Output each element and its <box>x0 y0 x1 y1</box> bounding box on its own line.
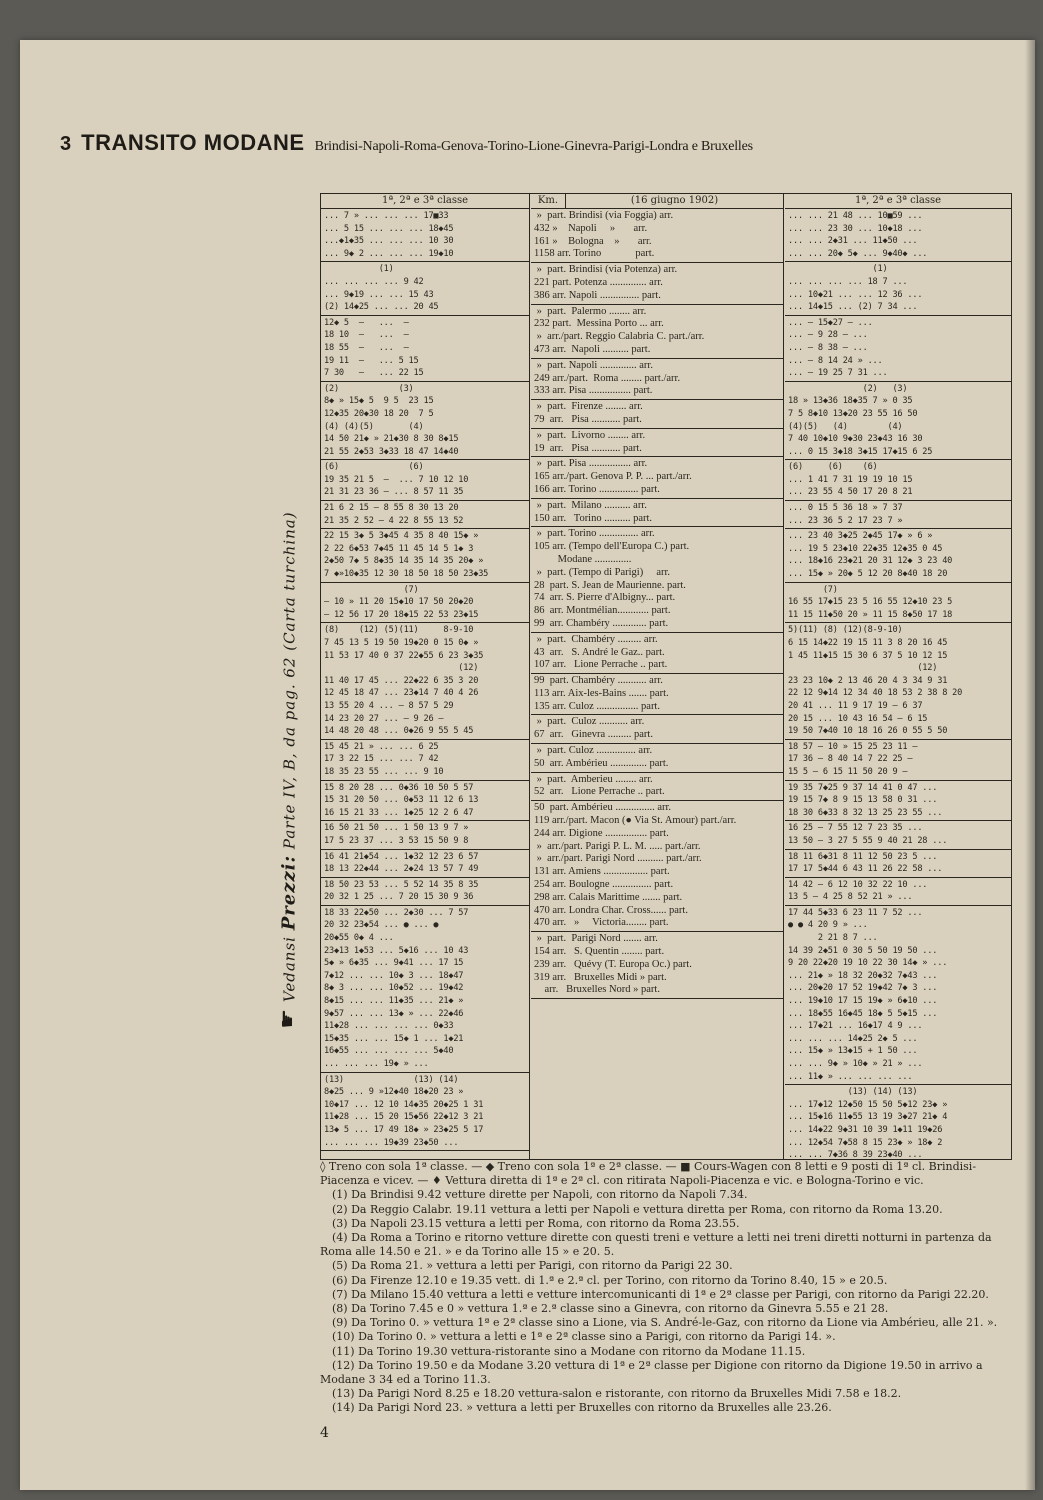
right-time-block: (13) (14) (13) ... 17◆12 12◆50 15 50 5◆12 23◆ » ... 15◆16 11◆55 13 19 3◆27 21◆ 4 ... 14◆22 9◆31 10 39 1◆11 19◆26 ... 12◆54 7◆58 8 15 23◆ » 18◆ 2 ... ... 7◆36 8 39 23◆40 ... <box>785 1085 1011 1159</box>
timetable <box>320 193 1012 1160</box>
station-block: » part. Brindisi (via Potenza) arr. 221 part. Potenza .............. arr. 386 arr. Napoli ............... part. <box>531 263 783 304</box>
left-time-block: (8) (12) (5)(11) 8-9-10 7 45 13 5 19 50 19◆20 0 15 0◆ » 11 53 17 40 0 37 22◆55 6 23 3◆35 (12) 11 40 17 45 ... 22◆22 6 35 3 20 12 45 18 47 ... 23◆14 7 40 4 26 13 55 20 4 ... — 8 57 5 29 14 23 20 27 ... — 9 26 — 14 48 20 48 ... 0◆26 9 55 5 45 <box>321 623 529 739</box>
station-block: » part. Brindisi (via Foggia) arr. 432 » Napoli » arr. 161 » Bologna » arr. 1158 arr. Torino part. <box>531 209 783 263</box>
left-time-block: ... 7 » ... ... ... 17■33 ... 5 15 ... ... ... 18◆45 ...◆1◆35 ... ... ... 10 30 ... 9◆ 2 ... ... ... 19◆10 <box>321 209 529 262</box>
station-block: » part. Livorno ........ arr. 19 arr. Pisa ........... part. <box>531 429 783 458</box>
date-header: (16 giugno 1902) <box>630 195 719 206</box>
station-block: » part. Amberieu ........ arr. 52 arr. Lione Perrache .. part. <box>531 773 783 802</box>
footnote: (5) Da Roma 21. » vettura a letti per Parigi, con ritorno da Parigi 22 30. <box>332 1259 733 1273</box>
footer-page-number: 4 <box>320 1425 329 1441</box>
station-block: » part. Milano .......... arr. 150 arr. Torino .......... part. <box>531 499 783 528</box>
right-time-block: ... — 15◆27 — ... ... — 9 28 — ... ... — 8 38 — ... ... — 8 14 24 » ... ... — 19 25 7 31 ... <box>785 316 1011 382</box>
right-time-block: 14 42 — 6 12 10 32 22 10 ... 13 5 — 4 25 8 52 21 » ... <box>785 878 1011 906</box>
footnote: (4) Da Roma a Torino e ritorno vetture dirette con questi treni e vetture a letti nei treni diretti notturni in partenza da Roma alle 14.50 e 21. » e da Torino alle 15 » e 20. 5. <box>320 1231 992 1259</box>
price-reference-sidebar <box>268 380 308 1160</box>
km-header: Km. <box>531 194 566 208</box>
right-time-block: (2) (3) 18 » 13◆36 18◆35 7 » 0 35 7 5 8◆10 13◆20 23 55 16 50 (4)(5) (4) (4) 7 40 10◆10 9◆30 23◆43 16 30 ... 0 15 3◆18 3◆15 17◆15 6 25 <box>785 382 1011 461</box>
page-header <box>60 130 1020 158</box>
footnote: (9) Da Torino 0. » vettura 1ª e 2ª classe sino a Lione, via S. André-le-Gaz, con ritorno da Lione via Ambérieu, alle 21. ». <box>332 1316 998 1330</box>
timetable-right-column <box>785 194 1011 1159</box>
station-block: » part. Culoz ........... arr. 67 arr. Ginevra ......... part. <box>531 715 783 744</box>
left-time-block: 21 6 2 15 — 8 55 8 30 13 20 21 35 2 52 — 4 22 8 55 13 52 <box>321 501 529 529</box>
footnote: (8) Da Torino 7.45 e 0 » vettura 1.ª e 2.ª classe sino a Ginevra, con ritorno da Ginevra 5.55 e 21 28. <box>332 1302 889 1316</box>
footnotes <box>320 1160 1010 1420</box>
left-blocks <box>321 209 529 1151</box>
left-time-block: (1) ... ... ... ... 9 42 ... 9◆19 ... ... 15 43 (2) 14◆25 ... ... 20 45 <box>321 262 529 315</box>
station-block: » part. Napoli .............. arr. 249 arr./part. Roma ........ part./arr. 333 arr. Pisa ................ part. <box>531 359 783 400</box>
station-block: » part. Firenze ........ arr. 79 arr. Pisa ........... part. <box>531 400 783 429</box>
right-time-block: (7) 16 55 17◆15 23 5 16 55 12◆10 23 5 11 15 11◆50 20 » 11 15 8◆50 17 18 <box>785 583 1011 624</box>
footnote: (6) Da Firenze 12.10 e 19.35 vett. di 1.ª e 2.ª cl. per Torino, con ritorno da Torino 8.40, 15 » e 20.5. <box>332 1273 888 1287</box>
right-time-block: ... 23 40 3◆25 2◆45 17◆ » 6 » ... 19 5 23◆10 22◆35 12◆35 0 45 ... 18◆16 23◆21 20 31 12◆ 3 23 40 ... 15◆ » 20◆ 5 12 20 8◆40 18 20 <box>785 529 1011 582</box>
price-reference-text <box>276 511 301 1028</box>
right-time-block: (1) ... ... ... ... 18 7 ... ... 10◆21 ... ... 12 36 ... ... 14◆15 ... (2) 7 34 ... <box>785 262 1011 315</box>
left-time-block: (7) — 10 » 11 20 15◆10 17 50 20◆20 — 12 56 17 20 18◆15 22 53 23◆15 <box>321 583 529 624</box>
footnote: (10) Da Torino 0. » vettura a letti e 1ª e 2ª classe sino a Parigi, con ritorno da Parigi 14. ». <box>332 1330 836 1344</box>
footnote: (14) Da Parigi Nord 23. » vettura a letti per Bruxelles con ritorno da Bruxelles alle 23.26. <box>332 1401 832 1415</box>
right-time-block: 17 44 5◆33 6 23 11 7 52 ... ● ● 4 20 9 » ... 2 21 8 7 ... 14 39 2◆51 0 30 5 50 19 50 ... 9 20 22◆20 19 10 22 30 14◆ » ... ... 21◆ » 18 32 20◆32 7◆43 ... ... 20◆20 17 52 19◆42 7◆ 3 ... ... 19◆10 17 15 19◆ » 6◆10 ... ... 18◆55 16◆45 18◆ 5 5◆15 ... ... 17◆21 ... 16◆17 4 9 ... ... ... ... 14◆25 2◆ 5 ... ... 15◆ » 13◆15 + 1 50 ... ... ... 9◆ » 10◆ » 21 » ... ... 11◆ » ... ... ... ... <box>785 906 1011 1085</box>
station-block: » part. Palermo ........ arr. 232 part. Messina Porto ... arr. » arr./part. Reggio Calabria C. part./arr. 473 arr. Napoli .......... part. <box>531 305 783 359</box>
right-time-block: 16 25 — 7 55 12 7 23 35 ... 13 50 — 3 27 5 55 9 40 21 28 ... <box>785 821 1011 849</box>
station-block: » part. Torino ............... arr. 105 arr. (Tempo dell'Europa C.) part. Modane .............. » part. (Tempo di Parigi) arr. 28 part. S. Jean de Maurienne. part. 74 arr. S. Pierre d'Albigny... part. 86 arr. Montmélian............ part. 99 arr. Chambéry ............. part. <box>531 527 783 632</box>
header-route: Brindisi-Napoli-Roma-Genova-Torino-Lione-Ginevra-Parigi-Londra e Bruxelles <box>314 139 753 154</box>
right-time-block: (6) (6) (6) ... 1 41 7 31 19 19 10 15 ... 23 55 4 50 17 20 8 21 <box>785 460 1011 501</box>
footnote: ◊ Treno con sola 1ª classe. — ◆ Treno con sola 1ª e 2ª classe. — ■ Cours-Wagen con 8 letti e 9 posti di 1ª cl. Brindisi-Piacenza e vicev. — ♦ Vettura diretta di 1ª e 2ª cl. con ritirata Napoli-Piacenza e vic. e Bologna-Torino e vic. <box>320 1160 977 1188</box>
left-time-block: (13) (13) (14) 8◆25 ... 9 »12◆40 18◆20 23 » 10◆17 ... 12 10 14◆35 20◆25 1 31 11◆28 ... 15 20 15◆56 22◆12 3 21 13◆ 5 ... 17 49 18◆ » 23◆25 5 17 ... ... ... 19◆39 23◆50 ... <box>321 1073 529 1152</box>
right-time-block: 5)(11) (8) (12)(8-9-10) 6 15 14◆22 19 15 11 3 8 20 16 45 1 45 11◆15 15 30 6 37 5 10 12 15 (12) 23 23 10◆ 2 13 46 20 4 3 34 9 31 22 12 9◆14 12 34 40 18 53 2 38 8 20 20 41 ... 11 9 17 19 — 6 37 20 15 ... 10 43 16 54 — 6 15 19 50 7◆40 10 18 16 26 0 55 5 50 <box>785 623 1011 739</box>
footnote: (1) Da Brindisi 9.42 vetture dirette per Napoli, con ritorno da Napoli 7.34. <box>332 1188 748 1202</box>
left-time-block: 16 50 21 50 ... 1 50 13 9 7 » 17 5 23 37 ... 3 53 15 50 9 8 <box>321 821 529 849</box>
sidebar-rest: Parte IV, B, da pag. 62 (Carta turchina) <box>280 511 299 850</box>
sidebar-emphasis: Prezzi: <box>278 854 300 931</box>
footnote: (2) Da Reggio Calabr. 19.11 vettura a letti per Napoli e vettura diretta per Roma, con ritorno da Roma 13.20. <box>332 1202 943 1216</box>
left-time-block: 18 50 23 53 ... 5 52 14 35 8 35 20 32 1 25 ... 7 20 15 30 9 36 <box>321 878 529 906</box>
timetable-left-column <box>321 194 530 1159</box>
left-time-block: 18 33 22◆50 ... 2◆30 ... 7 57 20 32 23◆54 ... ● ... ● 20◆55 0◆ 4 ... 23◆13 1◆53 ... 5◆16 ... 10 43 5◆ » 6◆35 ... 9◆41 ... 17 15 7◆12 ... ... 10◆ 3 ... 18◆47 8◆ 3 ... ... 10◆52 ... 19◆42 8◆15 ... ... 11◆35 ... 21◆ » 9◆57 ... ... 13◆ » ... 22◆46 11◆28 ... ... ... ... 0◆33 15◆35 ... ... 15◆ 1 ... 1◆21 16◆55 ... ... ... ... 5◆40 ... ... ... 19◆ » ... <box>321 906 529 1073</box>
footnote: (12) Da Torino 19.50 e da Modane 3.20 vettura di 1ª e 2ª classe per Digione con ritorno da Digione 19.50 in arrivo a Modane 3 34 ed a Torino 11.3. <box>320 1358 983 1387</box>
station-blocks <box>531 209 783 999</box>
header-page-number: 3 <box>60 133 72 155</box>
right-time-block: 18 11 6◆31 8 11 12 50 23 5 ... 17 17 5◆44 6 43 11 26 22 58 ... <box>785 850 1011 878</box>
left-time-block: 22 15 3◆ 5 3◆45 4 35 8 40 15◆ » 2 22 6◆53 7◆45 11 45 14 5 1◆ 3 2◆50 7◆ 5 8◆35 14 35 14 35 20◆ » 7 ◆»10◆35 12 30 18 50 18 50 23◆35 <box>321 529 529 582</box>
station-block: » part. Culoz ............... arr. 50 arr. Ambérieu .............. part. <box>531 744 783 773</box>
timetable-page <box>20 40 1035 1490</box>
station-block: » part. Pisa ................ arr. 165 arr./part. Genova P. P. ... part./arr. 166 arr. Torino ............... part. <box>531 457 783 498</box>
header-title: TRANSITO MODANE <box>81 130 305 155</box>
left-time-block: 15 8 20 28 ... 0◆36 10 50 5 57 15 31 20 50 ... 0◆53 11 12 6 13 16 15 21 33 ... 1◆25 12 2 6 47 <box>321 781 529 822</box>
right-blocks <box>785 209 1011 1159</box>
pointing-hand-icon: ☛ <box>275 1007 301 1029</box>
left-time-block: (6) (6) 19 35 21 5 — ... 7 10 12 10 21 31 23 36 — ... 8 57 11 35 <box>321 460 529 501</box>
left-time-block: 12◆ 5 — ... — 18 10 — ... — 18 55 — ... — 19 11 — ... 5 15 7 30 — ... 22 15 <box>321 316 529 382</box>
station-block: » part. Chambéry ......... arr. 43 arr. S. André le Gaz.. part. 107 arr. Lione Perrache .. part. <box>531 633 783 674</box>
right-time-block: 18 57 — 10 » 15 25 23 11 — 17 36 — 8 40 14 7 22 25 — 15 5 — 6 15 11 50 20 9 — <box>785 740 1011 781</box>
footnote: (11) Da Torino 19.30 vettura-ristorante sino a Modane con ritorno da Modane 11.15. <box>332 1344 806 1358</box>
station-block: » part. Parigi Nord ....... arr. 154 arr. S. Quentin ........ part. 239 arr. Quévy (T. Europa Oc.) part. 319 arr. Bruxelles Midi » part. arr. Bruxelles Nord » part. <box>531 932 783 999</box>
station-block: 50 part. Ambérieu ............... arr. 119 arr./part. Macon (● Via St. Amour) part./arr. 244 arr. Digione ................ part. » arr./part. Parigi P. L. M. ..... part./arr. » arr./part. Parigi Nord .......... part./arr. 131 arr. Amiens ................. part. 254 arr. Boulogne ............... part. 298 arr. Calais Marittime ....... part. 470 arr. Londra Char. Cross...... part. 470 arr. » Victoria........ part. <box>531 801 783 932</box>
footnote: (7) Da Milano 15.40 vettura a letti e vetture intercomunicanti di 1ª e 2ª classe per Parigi, con ritorno da Parigi 22.20. <box>332 1287 989 1301</box>
left-time-block: (2) (3) 8◆ » 15◆ 5 9 5 23 15 12◆35 20◆30 18 20 7 5 (4) (4)(5) (4) 14 50 21◆ » 21◆30 8 30 8◆15 21 55 2◆53 3◆33 18 47 14◆40 <box>321 382 529 461</box>
left-class-header: 1ª, 2ª e 3ª classe <box>321 194 529 209</box>
left-time-block: 16 41 21◆54 ... 1◆32 12 23 6 57 18 13 22◆44 ... 2◆24 13 57 7 49 <box>321 850 529 878</box>
footnote: (3) Da Napoli 23.15 vettura a letti per Roma, con ritorno da Roma 23.55. <box>332 1216 740 1230</box>
right-class-header: 1ª, 2ª e 3ª classe <box>785 194 1011 209</box>
left-time-block: 15 45 21 » ... ... 6 25 17 3 22 15 ... ... 7 42 18 35 23 55 ... ... 9 10 <box>321 740 529 781</box>
sidebar-prefix: Vedansi <box>280 936 299 1003</box>
right-time-block: ... 0 15 5 36 18 » 7 37 ... 23 36 5 2 17 23 7 » <box>785 501 1011 529</box>
station-header <box>531 194 783 209</box>
right-time-block: 19 35 7◆25 9 37 14 41 0 47 ... 19 15 7◆ 8 9 15 13 58 0 31 ... 18 30 6◆33 8 32 13 25 23 55 ... <box>785 781 1011 822</box>
right-time-block: ... ... 21 48 ... 10■59 ... ... ... 23 30 ... 10◆18 ... ... ... 2◆31 ... 11◆50 ... ... ... 20◆ 5◆ ... 9◆40◆ ... <box>785 209 1011 262</box>
footnote: (13) Da Parigi Nord 8.25 e 18.20 vettura-salon e ristorante, con ritorno da Bruxelles Midi 7.58 e 18.2. <box>332 1387 902 1401</box>
station-block: 99 part. Chambéry ........... arr. 113 arr. Aix-les-Bains ....... part. 135 arr. Culoz ................ part. <box>531 674 783 715</box>
timetable-station-column <box>531 194 784 1159</box>
